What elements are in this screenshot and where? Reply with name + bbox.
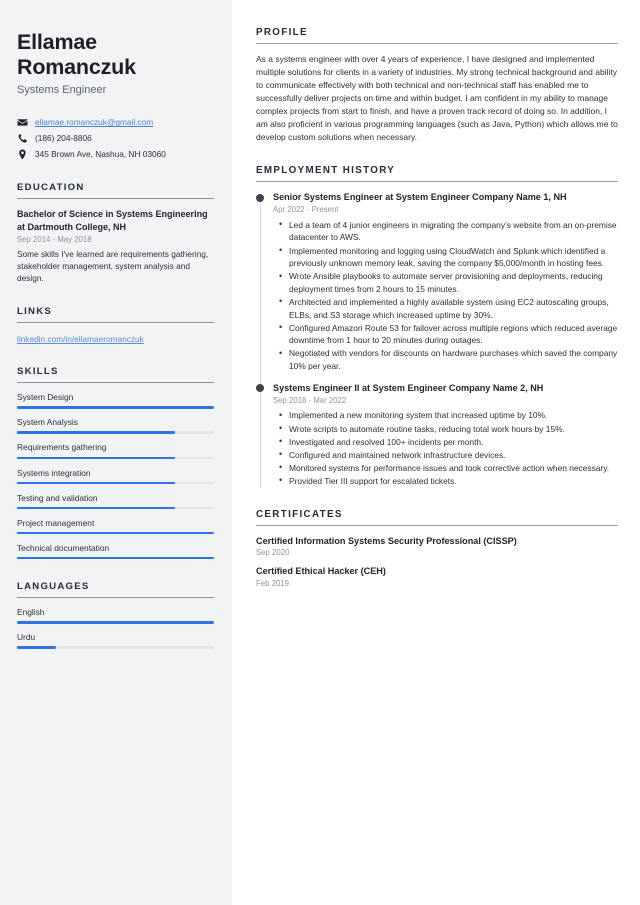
employment-entry-bullets xyxy=(273,219,618,373)
candidate-job-title: Systems Engineer xyxy=(17,84,107,97)
employment-bullet: • Configured Amazon Route 53 for failover across multiple regions which reduced average downtime from 1 hour to 20 minutes during outages. xyxy=(289,322,618,347)
skill-level-track xyxy=(17,557,214,560)
contact-email-link[interactable]: ellamae.romanczuk@gmail.com xyxy=(35,117,154,128)
contact-address xyxy=(17,149,214,160)
skill-level-track xyxy=(17,507,214,510)
section-links xyxy=(17,306,214,344)
skill-level-track xyxy=(17,482,214,485)
language-item xyxy=(17,632,214,649)
skill-level-fill xyxy=(17,557,214,560)
skill-level-track xyxy=(17,431,214,434)
candidate-name: Ellamae Romanczuk xyxy=(17,30,136,80)
skill-label: Requirements gathering xyxy=(17,442,107,453)
skill-item xyxy=(17,442,214,459)
skill-item xyxy=(17,543,214,560)
skill-label: Systems integration xyxy=(17,467,91,478)
certificates-list xyxy=(256,535,618,588)
timeline-dot-icon xyxy=(256,384,264,392)
certificate-date: Feb 2019 xyxy=(256,579,289,589)
skill-label: Project management xyxy=(17,517,95,528)
language-level-fill xyxy=(17,646,56,649)
sidebar xyxy=(0,0,232,905)
education-entry xyxy=(17,208,214,284)
skill-level-fill xyxy=(17,406,214,409)
section-certificates xyxy=(256,509,618,588)
contact-phone-text: (186) 204-8806 xyxy=(35,133,92,144)
skill-item xyxy=(17,392,214,409)
skill-label: System Analysis xyxy=(17,417,78,428)
employment-entry xyxy=(273,191,618,373)
skill-item xyxy=(17,417,214,434)
skills-list xyxy=(17,392,214,559)
skill-level-fill xyxy=(17,532,214,535)
skill-level-fill xyxy=(17,507,175,510)
education-entry-title: Bachelor of Science in Systems Engineering at Dartmouth College, NH xyxy=(17,209,208,233)
employment-bullet: • Implemented monitoring and logging using CloudWatch and Splunk which identified a previously unknown memory leak, saving the company $5,000/month in hosting fees. xyxy=(289,245,618,270)
employment-entry-bullets xyxy=(273,409,618,487)
phone-icon xyxy=(17,133,28,144)
skill-item xyxy=(17,493,214,510)
employment-bullet: • Configured and maintained network infrastructure devices. xyxy=(289,449,618,462)
links-heading: LINKS xyxy=(17,306,214,323)
contact-phone xyxy=(17,133,214,144)
link-linkedin[interactable]: linkedin.com/in/ellamaeromanczuk xyxy=(17,334,144,345)
section-employment-history xyxy=(256,165,618,488)
skill-label: System Design xyxy=(17,392,74,403)
section-skills xyxy=(17,366,214,559)
section-education xyxy=(17,182,214,284)
skill-label: Technical documentation xyxy=(17,542,110,553)
certificates-heading: CERTIFICATES xyxy=(256,509,618,526)
skill-level-fill xyxy=(17,457,175,460)
employment-bullet: • Led a team of 4 junior engineers in migrating the company’s website from an on-premise datacenter to AWS. xyxy=(289,219,618,244)
education-entry-date: Sep 2014 - May 2018 xyxy=(17,234,92,244)
language-label: Urdu xyxy=(17,632,36,643)
education-entry-description: Some skills I've learned are requirements gathering, stakeholder management, system analysis and design. xyxy=(17,248,209,284)
contact-address-text: 345 Brown Ave, Nashua, NH 03060 xyxy=(35,149,166,160)
language-label: English xyxy=(17,607,45,618)
skill-item xyxy=(17,468,214,485)
contact-email[interactable] xyxy=(17,117,214,128)
employment-bullet: • Provided Tier III support for escalated tickets. xyxy=(289,475,618,488)
certificate-date: Sep 2020 xyxy=(256,548,290,558)
section-profile xyxy=(256,27,618,144)
skill-level-track xyxy=(17,532,214,535)
skill-label: Testing and validation xyxy=(17,492,98,503)
employment-bullet: • Architected and implemented a highly available system using EC2 autoscaling groups, ELBs, and S3 storage which increased uptime by 30%. xyxy=(289,296,618,321)
employment-entry-date: Sep 2018 - Mar 2022 xyxy=(273,395,347,405)
profile-text: As a systems engineer with over 4 years of experience, I have designed and implemented multiple solutions for clients in a variety of industries. My strong technical background and ability to communicate effectively with both technical and non-technical staff has enabled me to successfully deliver projects on time and within budget. I am confident in my ability to manage complex projects from start to finish, and have a proven track record of doing so. In addition, I am also proficient in various programming languages (such as Java, Python) which allows me to develop custom solutions when necessary. xyxy=(256,54,618,142)
employment-entry-title: Systems Engineer II at System Engineer Company Name 2, NH xyxy=(273,382,544,393)
certificate-entry xyxy=(256,565,618,588)
envelope-icon xyxy=(17,117,28,128)
language-level-track xyxy=(17,621,214,624)
location-pin-icon xyxy=(17,149,28,160)
employment-bullet: • Negotiated with vendors for discounts on hardware purchases which saved the company 10% per year. xyxy=(289,347,618,372)
language-level-fill xyxy=(17,621,214,624)
section-languages xyxy=(17,581,214,649)
employment-bullet: • Investigated and resolved 100+ incidents per month. xyxy=(289,436,618,449)
employment-timeline xyxy=(256,191,618,488)
skill-item xyxy=(17,518,214,535)
skill-level-fill xyxy=(17,482,175,485)
employment-entry-title: Senior Systems Engineer at System Engineer Company Name 1, NH xyxy=(273,192,567,202)
skills-heading: SKILLS xyxy=(17,366,214,383)
main-content xyxy=(232,0,640,905)
certificate-name: Certified Information Systems Security Professional (CISSP) xyxy=(256,535,517,546)
employment-bullet: • Wrote Ansible playbooks to automate server provisioning and deployments, reducing deployment times from 2 hours to 15 minutes. xyxy=(289,270,618,295)
employment-entry-date: Apr 2022 - Present xyxy=(273,204,339,214)
employment-heading: EMPLOYMENT HISTORY xyxy=(256,165,618,182)
languages-list xyxy=(17,607,214,649)
profile-heading: PROFILE xyxy=(256,27,618,44)
skill-level-track xyxy=(17,457,214,460)
certificate-name: Certified Ethical Hacker (CEH) xyxy=(256,566,386,577)
language-item xyxy=(17,607,214,624)
language-level-track xyxy=(17,646,214,649)
employment-entry xyxy=(273,382,618,488)
timeline-dot-icon xyxy=(256,194,264,202)
skill-level-track xyxy=(17,406,214,409)
employment-bullet: • Implemented a new monitoring system that increased uptime by 10%. xyxy=(289,409,618,422)
employment-bullet: • Monitored systems for performance issues and took corrective action when necessary. xyxy=(289,462,618,475)
certificate-entry xyxy=(256,535,618,558)
languages-heading: LANGUAGES xyxy=(17,581,214,598)
employment-bullet: • Wrote scripts to automate routine tasks, reducing total work hours by 15%. xyxy=(289,423,618,436)
skill-level-fill xyxy=(17,431,175,434)
education-heading: EDUCATION xyxy=(17,182,214,199)
contact-list xyxy=(17,117,214,160)
